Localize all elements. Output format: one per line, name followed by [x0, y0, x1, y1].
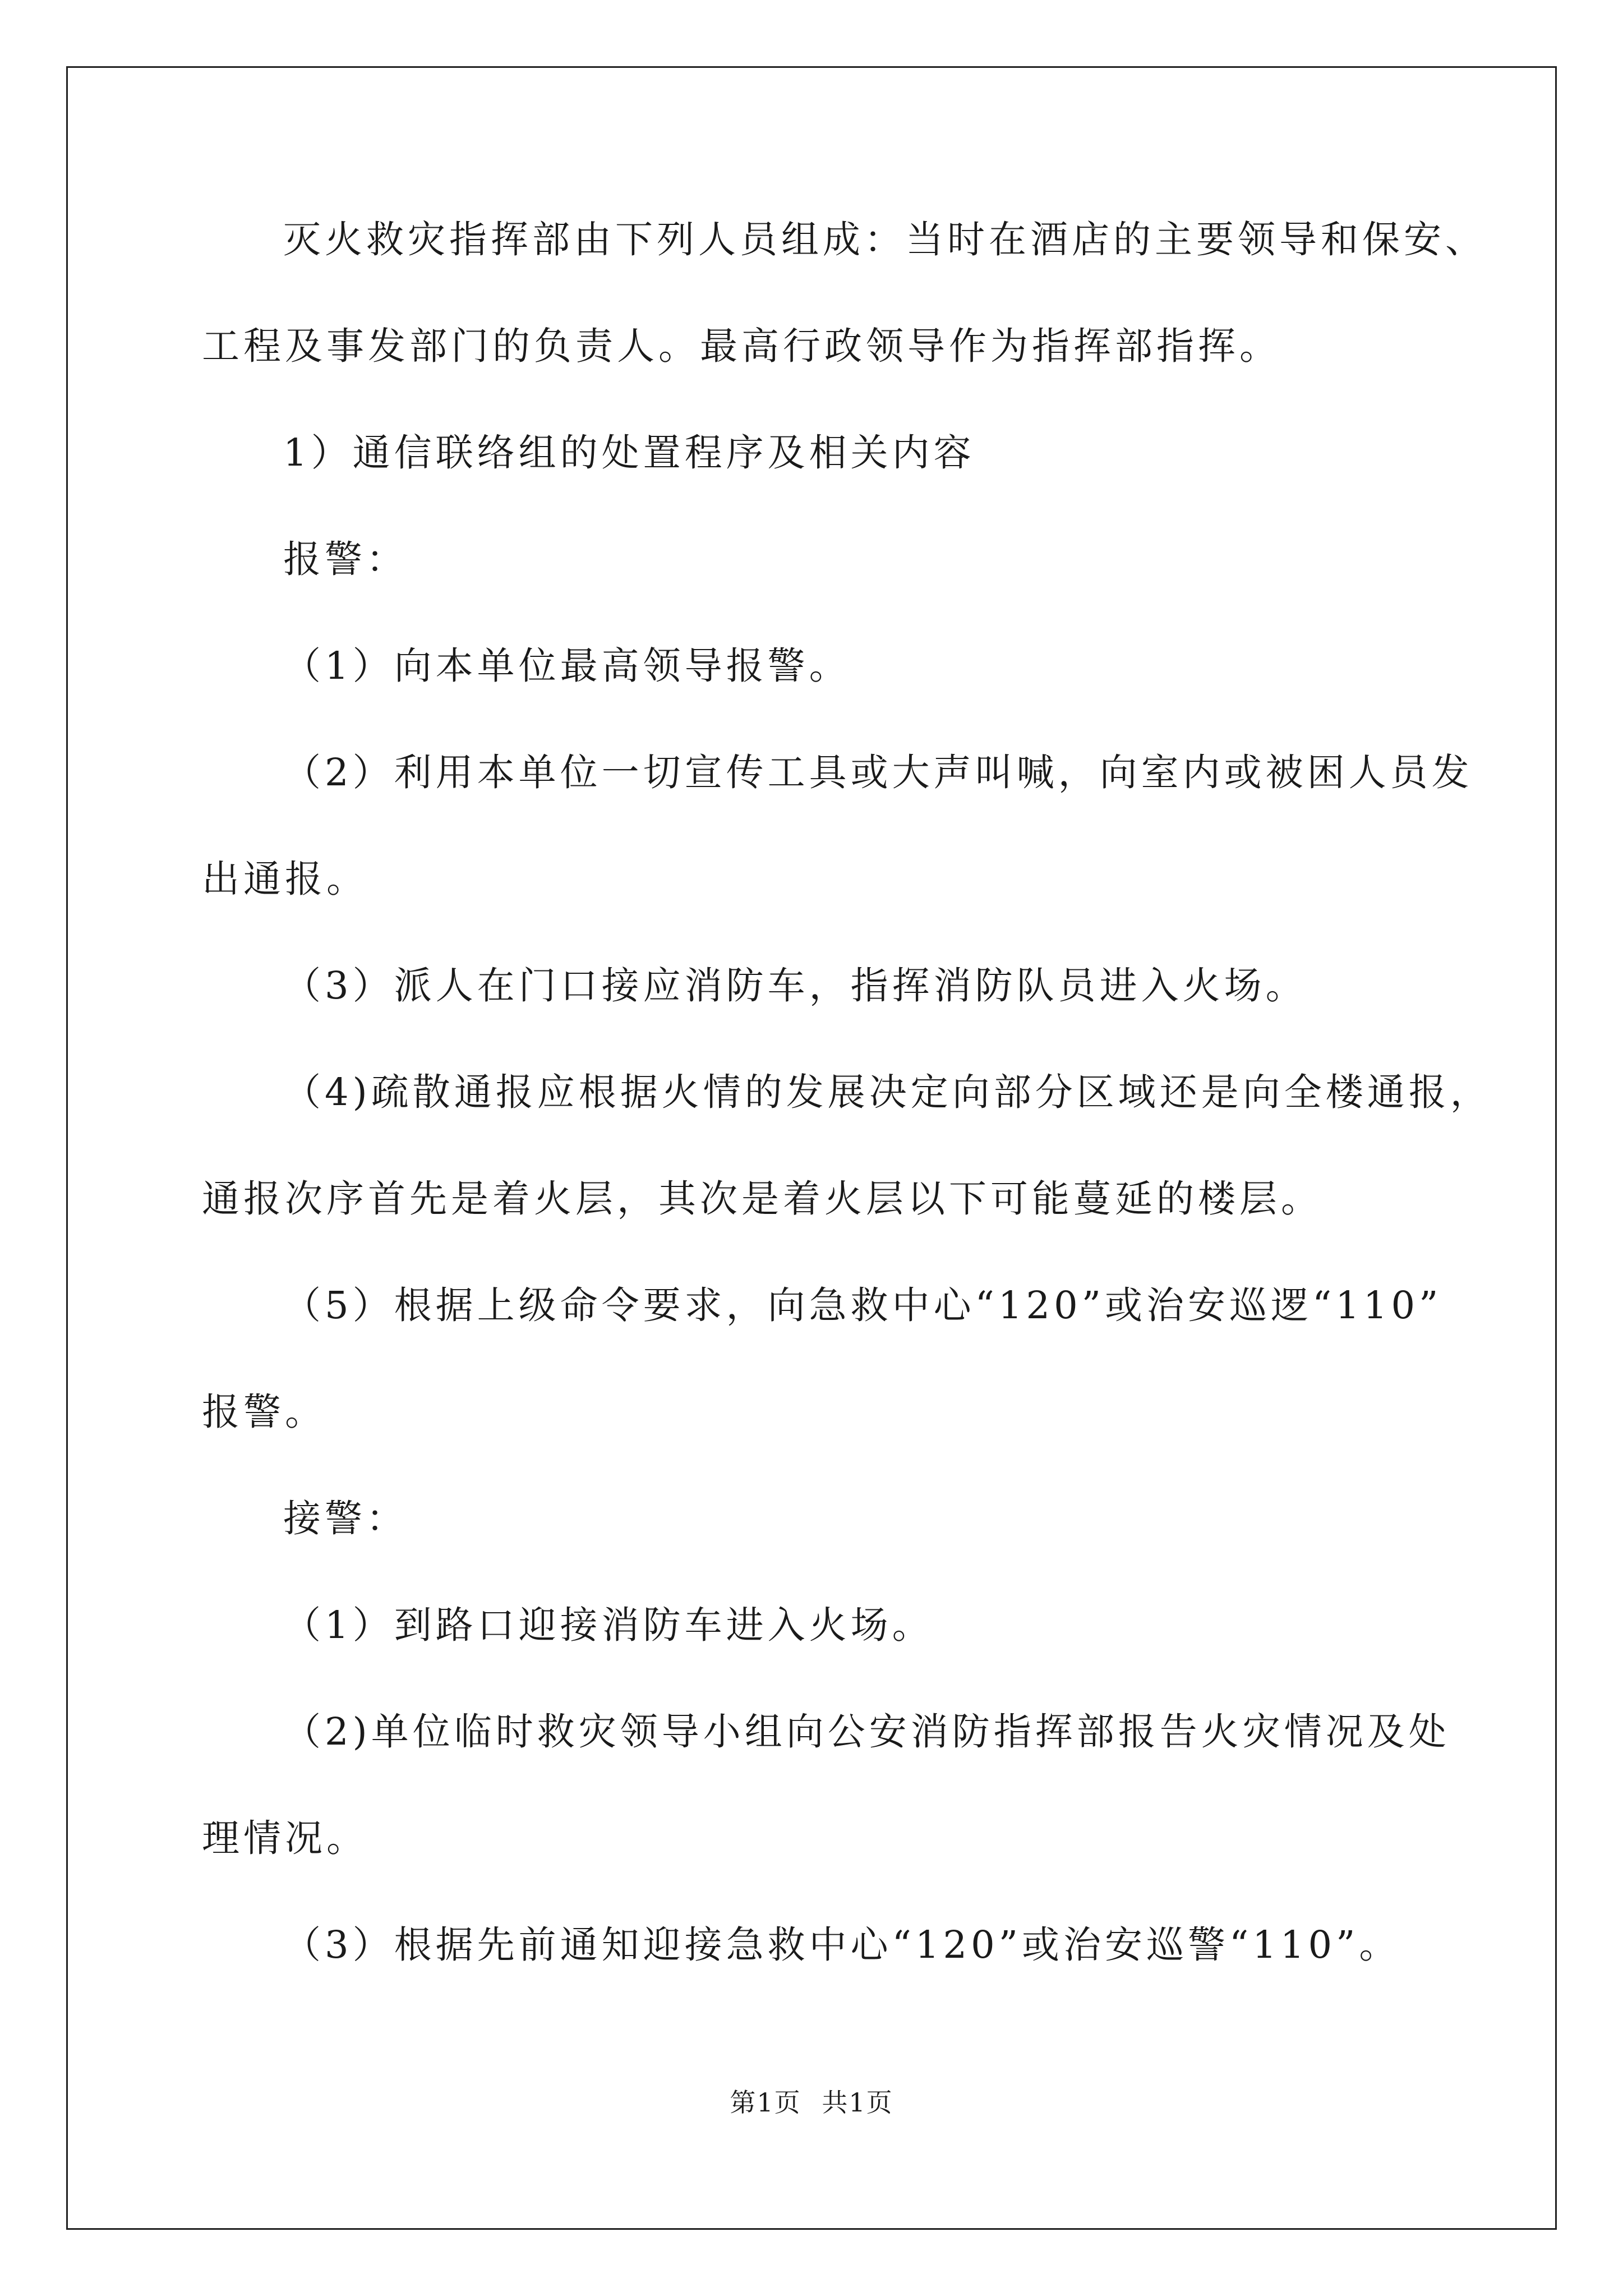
list-item: （2）利用本单位一切宣传工具或大声叫喊，向室内或被困人员发 — [283, 751, 1473, 794]
text-line: 工程及事发部门的负责人。最高行政领导作为指挥部指挥。 — [202, 324, 1281, 368]
list-item-continuation: 理情况。 — [202, 1816, 368, 1860]
list-item: （3）根据先前通知迎接急救中心“120”或治安巡警“110”。 — [283, 1923, 1401, 1967]
list-item: （1）到路口迎接消防车进入火场。 — [283, 1603, 934, 1647]
page-number-current: 第1页 — [730, 2087, 801, 2118]
list-item: （3）派人在门口接应消防车，指挥消防队员进入火场。 — [283, 964, 1307, 1007]
document-body — [202, 213, 1492, 2025]
list-item: （5）根据上级命令要求，向急救中心“120”或治安巡逻“110” — [283, 1283, 1442, 1327]
list-item-continuation: 出通报。 — [202, 857, 368, 901]
list-item: （1）向本单位最高领导报警。 — [283, 644, 851, 688]
list-item: （2)单位临时救灾领导小组向公安消防指挥部报告火灾情况及处 — [283, 1710, 1450, 1754]
document-text — [202, 213, 1492, 1972]
list-item-continuation: 报警。 — [202, 1390, 326, 1434]
list-item: （4)疏散通报应根据火情的发展决定向部分区域还是向全楼通报， — [283, 1070, 1492, 1114]
section-heading: 1）通信联络组的处置程序及相关内容 — [283, 431, 975, 475]
page-footer — [0, 2082, 1623, 2119]
subheading-report: 报警： — [283, 537, 408, 581]
subheading-receive: 接警： — [283, 1497, 408, 1540]
page-number-total: 共1页 — [822, 2087, 893, 2118]
list-item-continuation: 通报次序首先是着火层，其次是着火层以下可能蔓延的楼层。 — [202, 1177, 1322, 1221]
text-line: 灭火救灾指挥部由下列人员组成：当时在酒店的主要领导和保安、 — [283, 218, 1487, 261]
